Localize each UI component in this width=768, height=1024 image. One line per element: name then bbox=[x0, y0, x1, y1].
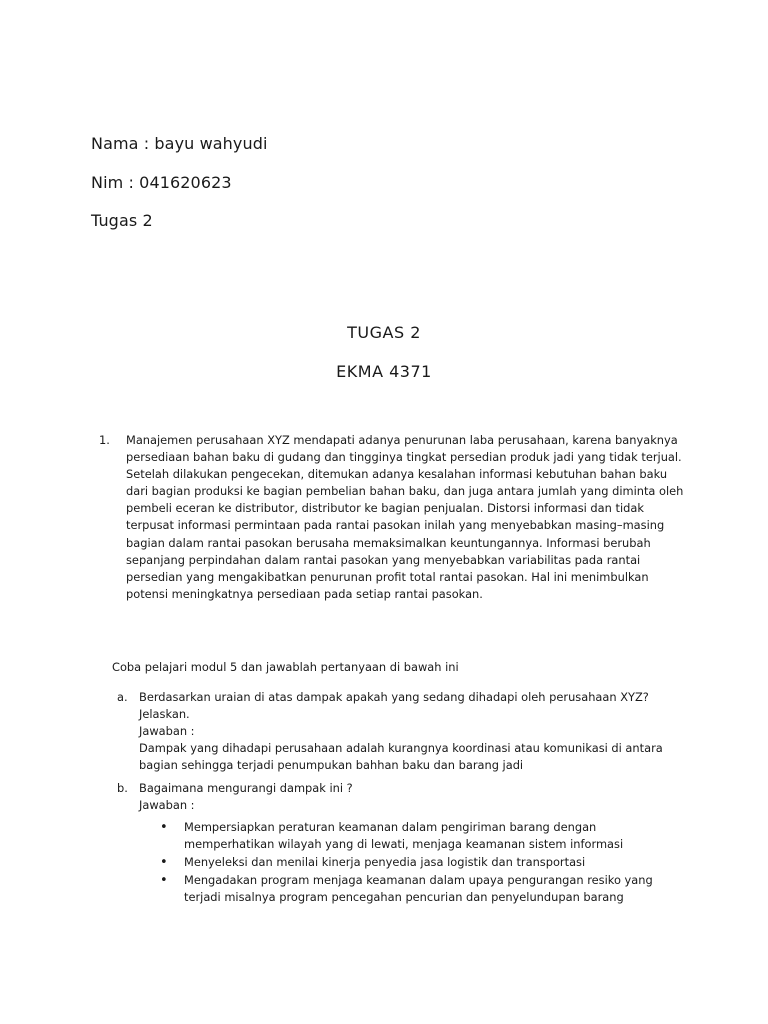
bullet-icon: • bbox=[160, 855, 168, 871]
list-item bbox=[160, 854, 660, 871]
text-line: terjadi misalnya program pencegahan pencurian dan penyelundupan barang bbox=[184, 890, 624, 905]
text-line: Menyeleksi dan menilai kinerja penyedia jasa logistik dan transportasi bbox=[184, 855, 586, 870]
text-line: Mempersiapkan peraturan keamanan dalam pengiriman barang dengan bbox=[184, 820, 597, 834]
student-name: Nama : bayu wahyudi bbox=[91, 134, 268, 153]
text-line: terpusat informasi permintaan pada rantai pasokan inilah yang menyebabkan masing–masing bbox=[126, 518, 665, 533]
text-line: Setelah dilakukan pengecekan, ditemukan adanya kesalahan informasi kebutuhan bahan baku bbox=[126, 467, 668, 482]
text-line: Manajemen perusahaan XYZ mendapati adanya penurunan laba perusahaan, karena banyaknya bbox=[126, 433, 678, 447]
document-title: TUGAS 2 bbox=[347, 323, 421, 342]
text-line: persedian yang mengakibatkan penurunan profit total rantai pasokan. Hal ini menimbulkan bbox=[126, 569, 649, 584]
text-line: Berdasarkan uraian di atas dampak apakah yang sedang dihadapi oleh perusahaan XYZ? bbox=[139, 690, 649, 704]
bullet-icon: • bbox=[160, 873, 168, 889]
text-line: Bagaimana mengurangi dampak ini ? bbox=[139, 781, 353, 795]
subquestion-b-marker: b. bbox=[117, 781, 128, 795]
bullet-icon: • bbox=[160, 820, 168, 835]
text-line: pembeli eceran ke distributor, distributor ke bagian penjualan. Distorsi informasi dan tidak bbox=[126, 501, 644, 516]
subquestion-a-marker: a. bbox=[117, 690, 128, 704]
subquestion-b bbox=[139, 780, 699, 814]
text-line: Mengadakan program menjaga keamanan dalam upaya pengurangan resiko yang bbox=[184, 873, 653, 888]
course-code: EKMA 4371 bbox=[336, 362, 432, 381]
answer-label: Jawaban : bbox=[139, 724, 195, 739]
list-item bbox=[160, 872, 660, 906]
assignment-label: Tugas 2 bbox=[91, 211, 153, 230]
subquestion-a bbox=[139, 689, 699, 774]
student-id: Nim : 041620623 bbox=[91, 173, 232, 192]
text-line: Jelaskan. bbox=[139, 707, 190, 722]
question-1-text bbox=[126, 432, 686, 603]
text-line: potensi meningkatnya persediaan pada setiap rantai pasokan. bbox=[126, 586, 483, 601]
text-line: bagian sehingga terjadi penumpukan bahhan baku dan barang jadi bbox=[139, 758, 524, 773]
answer-bullet-list bbox=[160, 819, 660, 906]
text-line: dari bagian produksi ke bagian pembelian bahan baku, dan juga antara jumlah yang diminta oleh bbox=[126, 484, 684, 499]
list-item bbox=[160, 819, 660, 853]
question-number: 1. bbox=[99, 433, 110, 447]
text-line: sepanjang perpindahan dalam rantai pasokan yang menyebabkan variabilitas pada rantai bbox=[126, 552, 641, 567]
answer-label: Jawaban : bbox=[139, 798, 195, 813]
instruction-text: Coba pelajari modul 5 dan jawablah pertanyaan di bawah ini bbox=[112, 660, 459, 674]
text-line: persediaan bahan baku di gudang dan tingginya tingkat persedian produk jadi yang tidak terjual. bbox=[126, 450, 682, 465]
text-line: bagian dalam rantai pasokan berusaha memaksimalkan keuntungannya. Informasi berubah bbox=[126, 535, 651, 550]
text-line: memperhatikan wilayah yang di lewati, menjaga keamanan sistem informasi bbox=[184, 837, 624, 852]
text-line: Dampak yang dihadapi perusahaan adalah kurangnya koordinasi atau komunikasi di antara bbox=[139, 741, 663, 756]
